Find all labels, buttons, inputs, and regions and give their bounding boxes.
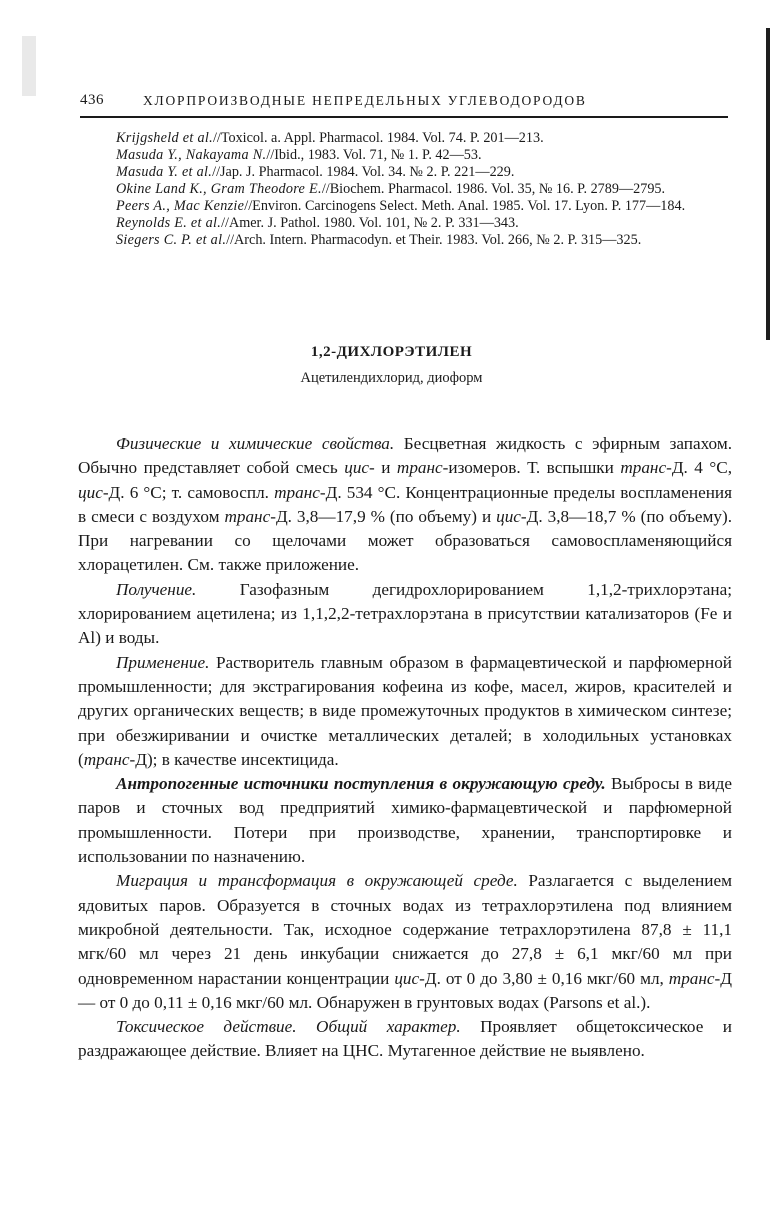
article-body — [78, 432, 732, 1064]
paragraph-heading: Физические и химические свойства. — [116, 434, 395, 453]
reference-source: //Amer. J. Pathol. 1980. Vol. 101, № 2. P. 331—343. — [221, 215, 519, 231]
paragraph-text: Растворитель главным образом в фармацевтической и парфюмерной промышленности; для экстрагирования кофеина из кофе, масел, жиров, красителей и других органических веществ; в виде промежуточных продуктов в химическом синтезе; при обезжиривании и очистке металлических деталей; в холодильных установках ( — [78, 652, 732, 769]
paragraph-heading: Миграция и трансформация в окружающей среде. — [116, 871, 518, 891]
italic-term: транс- — [620, 458, 672, 478]
paragraph-text: Газофазным дегидрохлорированием 1,1,2-трихлорэтана; хлорированием ацетилена; из 1,1,2,2-тетрахлорэтана в присутствии катализаторов (Fe и Al) и воды. — [78, 579, 732, 648]
italic-term: цис- — [78, 482, 109, 502]
paragraph-heading: Антропогенные источники поступления в окружающую среду. — [116, 774, 606, 794]
paragraph-properties — [78, 432, 732, 578]
reference-authors: Reynolds E. et al. — [116, 215, 222, 231]
reference-list — [78, 130, 730, 249]
paragraph-toxicity — [78, 1015, 732, 1064]
italic-term: транс- — [274, 482, 326, 502]
paragraph-text: Д. 3,8—18,7 % (по объему). При нагревании со щелочами может образоваться самовоспламеняющийся хлорацетилен. См. также приложение. — [78, 506, 733, 575]
paragraph-text: изомеров. Т. вспышки — [448, 458, 621, 478]
paragraph-text: Выбросы в виде паров и сточных вод предприятий химико-фармацевтической и парфюмерной промышленности. Потери при производстве, хранении, транспортировке и использовании по назначению. — [78, 774, 732, 867]
paragraph-heading: Токсическое действие. Общий характер. — [116, 1017, 461, 1037]
paragraph-text: Д. 4 °С, — [671, 458, 732, 478]
paragraph-heading: Применение. — [116, 652, 210, 672]
running-title: ХЛОРПРОИЗВОДНЫЕ НЕПРЕДЕЛЬНЫХ УГЛЕВОДОРОДОВ — [143, 93, 587, 108]
reference-item — [78, 198, 730, 215]
reference-item — [78, 181, 730, 198]
scan-edge-right — [766, 28, 770, 340]
reference-source: //Jap. J. Pharmacol. 1984. Vol. 34. № 2. P. 221—229. — [212, 164, 515, 180]
reference-item — [78, 147, 730, 164]
italic-term: цис- — [496, 506, 527, 526]
italic-term: цис- — [344, 458, 375, 478]
paragraph-sources — [78, 772, 732, 869]
paragraph-text: Д. 534 °С. Концентрационные пределы воспламенения в смеси с воздухом — [78, 482, 732, 526]
paragraph-text: Проявляет общетоксическое и раздражающее действие. Влияет на ЦНС. Мутагенное действие не выявлено. — [78, 1017, 732, 1061]
paragraph-text: Бесцветная жидкость с эфирным запахом. Обычно представляет собой смесь — [78, 434, 732, 478]
paragraph-text: Д); в качестве инсектицида. — [135, 749, 339, 769]
paragraph-production — [78, 578, 732, 651]
reference-authors: Krijgsheld et al. — [116, 130, 213, 146]
paragraph-heading: Получение. — [116, 579, 197, 599]
paragraph-text: Д. 3,8—17,9 % (по объему) и — [275, 506, 497, 526]
paragraph-text: и — [374, 458, 397, 478]
reference-authors: Peers A., Mac Kenzie — [116, 198, 245, 214]
paragraph-text: Разлагается с выделением ядовитых паров. Образуется в сточных водах из тетрахлорэтилена под влиянием микробной деятельности. Так, исходное содержание тетрахлорэтилена 87,8 ± 11,1 мгк/60 мл через 21 день инкубации снижается до 27,8 ± 6,1 мкг/60 мл при одновременном нарастании концентрации — [78, 871, 732, 988]
paragraph-text: Д — от 0 до 0,11 ± 0,16 мкг/60 мл. Обнаружен в грунтовых водах (Parsons et al.). — [78, 968, 732, 1012]
reference-source: //Toxicol. a. Appl. Pharmacol. 1984. Vol. 74. P. 201—213. — [212, 130, 544, 146]
paragraph-text: Д. от 0 до 3,80 ± 0,16 мкг/60 мл, — [424, 968, 669, 988]
reference-authors: Masuda Y. et al. — [116, 164, 213, 180]
section-title: 1,2-ДИХЛОРЭТИЛЕН — [310, 344, 473, 360]
scan-shadow-left — [22, 36, 36, 96]
italic-term: транс- — [668, 968, 721, 988]
paragraph-text: Д. 6 °С; т. самовоспл. — [108, 482, 275, 502]
reference-source: //Biochem. Pharmacol. 1986. Vol. 35, № 16. P. 2789—2795. — [321, 181, 666, 197]
reference-item — [78, 164, 730, 181]
reference-item — [78, 215, 730, 232]
reference-item — [78, 232, 730, 249]
reference-source: //Arch. Intern. Pharmacodyn. et Their. 1983. Vol. 266, № 2. P. 315—325. — [226, 232, 642, 248]
reference-authors: Siegers C. P. et al. — [116, 232, 227, 248]
section-synonyms: Ацетилендихлорид, диоформ — [300, 370, 483, 386]
reference-source: //Ibid., 1983. Vol. 71, № 1. P. 42—53. — [266, 147, 482, 163]
paragraph-application — [78, 651, 732, 772]
reference-authors: Masuda Y., Nakayama N. — [116, 147, 267, 163]
reference-source: //Environ. Carcinogens Select. Meth. Anal. 1985. Vol. 17. Lyon. P. 177—184. — [244, 198, 686, 214]
reference-item — [78, 130, 730, 147]
reference-authors: Okine Land K., Gram Theodore E. — [116, 181, 322, 197]
italic-term: транс- — [396, 458, 449, 478]
italic-term: транс- — [83, 749, 136, 769]
italic-term: транс- — [224, 506, 276, 526]
page-number: 436 — [80, 92, 104, 108]
page-header — [80, 92, 728, 118]
paragraph-migration — [78, 869, 732, 1015]
italic-term: цис- — [394, 968, 425, 988]
